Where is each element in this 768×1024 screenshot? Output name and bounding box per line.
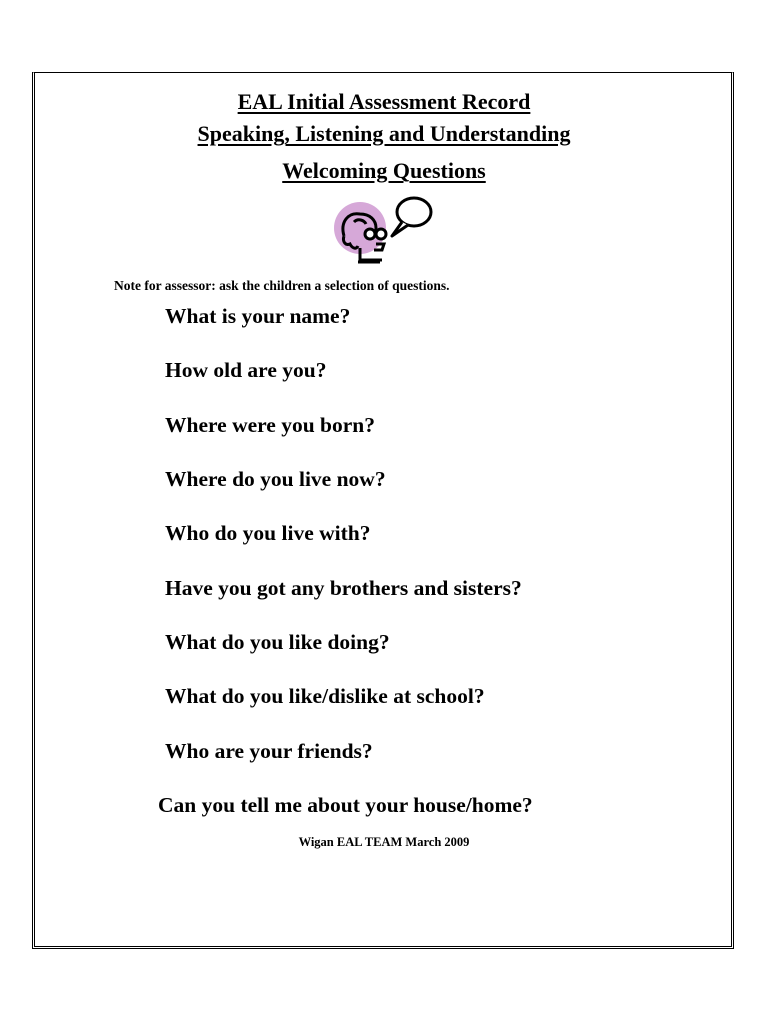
document-subtitle: Speaking, Listening and Understanding bbox=[197, 121, 571, 146]
question-text: Have you got any brothers and sisters? bbox=[165, 576, 522, 600]
question-text: What do you like doing? bbox=[165, 630, 390, 654]
question-text: What do you like/dislike at school? bbox=[165, 684, 485, 708]
document-title: EAL Initial Assessment Record bbox=[237, 89, 531, 114]
question-text: Who are your friends? bbox=[165, 739, 373, 763]
document-footer: Wigan EAL TEAM March 2009 bbox=[298, 835, 470, 849]
question-text: Who do you live with? bbox=[165, 521, 371, 545]
question-text: How old are you? bbox=[165, 358, 327, 382]
question-text: Can you tell me about your house/home? bbox=[158, 793, 533, 817]
question-text: Where do you live now? bbox=[165, 467, 386, 491]
question-text: What is your name? bbox=[165, 304, 351, 328]
question-text: Where were you born? bbox=[165, 413, 376, 437]
assessor-note: Note for assessor: ask the children a selection of questions. bbox=[114, 278, 450, 293]
section-title: Welcoming Questions bbox=[282, 158, 486, 183]
